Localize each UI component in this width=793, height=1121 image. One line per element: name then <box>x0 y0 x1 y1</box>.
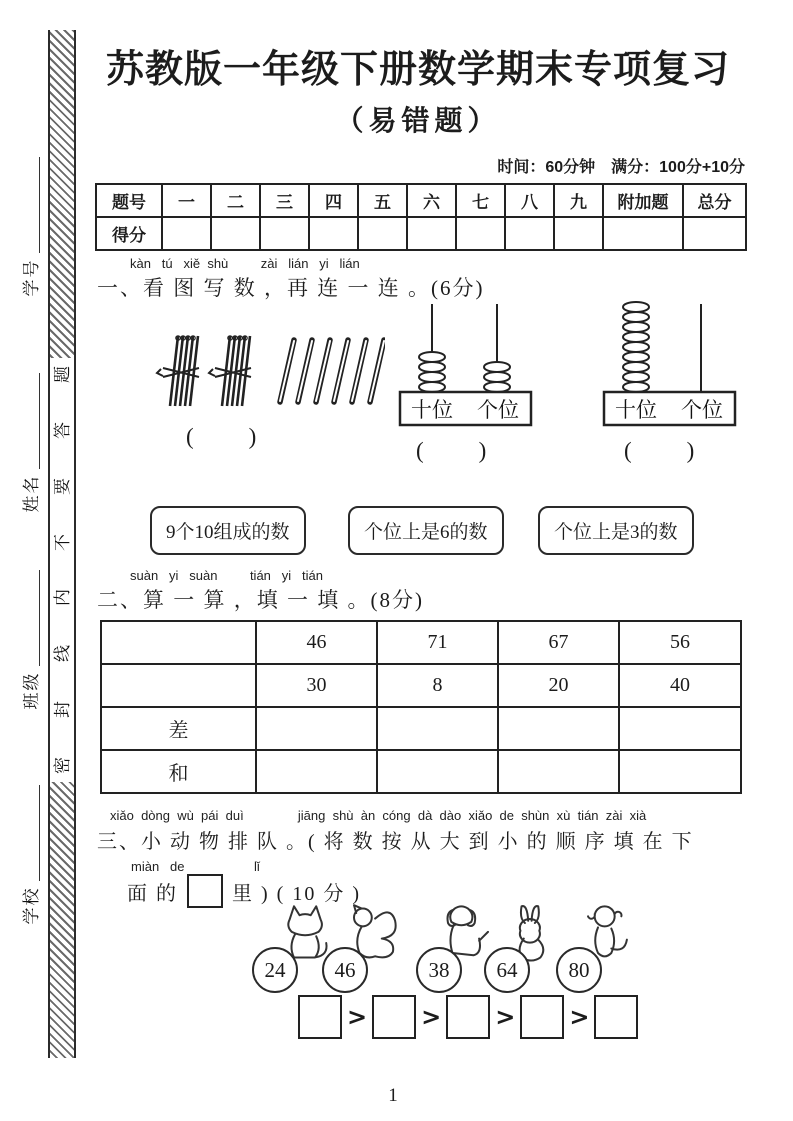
q1-pinyin: kàn tú xiě shù zài lián yi lián <box>130 256 360 271</box>
score-header-cell: 七 <box>456 184 505 217</box>
margin-label-text: 学校 <box>22 886 41 925</box>
q3-line2-text-b: 里 ) ( 10 分 ) <box>232 882 361 905</box>
calc-cell-blank <box>101 621 256 664</box>
greater-than-sign: > <box>421 1003 442 1031</box>
tens-place-label: 十位 <box>615 398 657 422</box>
score-header-cell: 题号 <box>96 184 162 217</box>
calc-table <box>100 620 742 794</box>
match-box-ones-three: 个位上是3的数 <box>538 506 694 555</box>
margin-fill-line <box>24 374 40 470</box>
margin-label-3 <box>18 780 40 930</box>
calc-cell-value: 20 <box>498 664 619 707</box>
q3-heading-line1: 三、小 动 物 排 队 。( 将 数 按 从 大 到 小 的 顺 序 填 在 下 <box>97 831 694 853</box>
animal-number-badge: 80 <box>556 947 602 993</box>
seal-char: 封 <box>52 701 72 719</box>
seal-char: 答 <box>52 421 72 439</box>
seal-char: 线 <box>52 645 72 663</box>
seal-text <box>50 358 74 782</box>
margin-fill-line <box>24 571 40 667</box>
margin-label-text: 姓名 <box>22 474 41 513</box>
score-empty-cell <box>309 217 358 250</box>
page-subtitle: （易错题） <box>335 106 501 137</box>
score-header-cell: 五 <box>358 184 407 217</box>
match-box-ones-six: 个位上是6的数 <box>348 506 504 555</box>
score-row-label: 得分 <box>96 217 162 250</box>
abacus-figure-43 <box>398 300 534 430</box>
calc-row-label: 和 <box>101 750 256 793</box>
calc-cell-blank <box>101 664 256 707</box>
abacus-43-answer-blank: ( ) <box>416 438 490 463</box>
order-answer-box <box>594 995 638 1039</box>
margin-label-2 <box>18 565 40 715</box>
sticks-answer-blank: ( ) <box>186 424 260 449</box>
order-boxes-row <box>295 995 641 1039</box>
greater-than-sign: > <box>569 1003 590 1031</box>
score-empty-cell <box>603 217 683 250</box>
calc-row-label: 差 <box>101 707 256 750</box>
tens-place-label: 十位 <box>411 398 453 422</box>
calc-cell-blank <box>256 750 377 793</box>
calc-cell-blank <box>377 707 498 750</box>
q3-pinyin-line2b: lǐ <box>254 859 260 874</box>
animal-number-badge: 38 <box>416 947 462 993</box>
q3-inline-answer-box <box>187 874 223 908</box>
rabbit-figure <box>484 903 564 995</box>
seal-char: 内 <box>52 589 72 607</box>
exam-meta: 时间：60分钟 满分：100分+10分 <box>497 159 745 176</box>
sticks-figure <box>150 330 385 422</box>
score-empty-cell <box>554 217 603 250</box>
margin-fill-line <box>24 786 40 882</box>
q3-line2-text-a: 面 的 <box>127 882 178 905</box>
score-header-cell: 一 <box>162 184 211 217</box>
calc-table-body <box>101 621 741 793</box>
calc-cell-blank <box>377 750 498 793</box>
abacus-90-answer-blank: ( ) <box>624 438 698 463</box>
score-header-cell: 九 <box>554 184 603 217</box>
calc-cell-value: 67 <box>498 621 619 664</box>
match-box-nine-tens: 9个10组成的数 <box>150 506 306 555</box>
score-table-body <box>96 184 746 250</box>
q3-pinyin-line2a: miàn de <box>131 859 185 874</box>
score-header-cell: 附加题 <box>603 184 683 217</box>
page-title: 苏教版一年级下册数学期末专项复习 <box>105 49 730 91</box>
q2-heading: 二、算 一 算 ，填 一 填 。(8分) <box>97 588 424 612</box>
margin-label-1 <box>18 368 40 518</box>
order-answer-box <box>446 995 490 1039</box>
animal-number-badge: 64 <box>484 947 530 993</box>
animal-number-badge: 46 <box>322 947 368 993</box>
score-header-cell: 三 <box>260 184 309 217</box>
score-empty-cell <box>505 217 554 250</box>
margin-fill-line <box>24 158 40 254</box>
ones-place-label: 个位 <box>681 398 723 422</box>
seal-char: 题 <box>52 366 72 383</box>
score-empty-cell <box>407 217 456 250</box>
order-answer-box <box>298 995 342 1039</box>
margin-label-0 <box>18 152 40 302</box>
score-empty-cell <box>260 217 309 250</box>
score-empty-cell <box>211 217 260 250</box>
ones-place-label: 个位 <box>477 398 519 422</box>
margin-label-text: 班级 <box>22 671 41 710</box>
fox-figure <box>252 903 332 995</box>
score-table <box>95 183 747 251</box>
q3-pinyin-line1: xiǎo dòng wù pái duì jiāng shù àn cóng dà dào xiǎo de shùn xù tián zài xià <box>110 808 647 823</box>
order-answer-box <box>372 995 416 1039</box>
calc-cell-blank <box>619 707 741 750</box>
seal-band <box>48 30 76 1058</box>
greater-than-sign: > <box>495 1003 516 1031</box>
page-number: 1 <box>388 1085 398 1106</box>
margin-label-text: 学号 <box>22 258 41 297</box>
seal-char: 不 <box>52 533 72 551</box>
score-empty-cell <box>456 217 505 250</box>
seal-char: 要 <box>52 477 72 495</box>
greater-than-sign: > <box>347 1003 368 1031</box>
animal-number-badge: 24 <box>252 947 298 993</box>
calc-cell-value: 8 <box>377 664 498 707</box>
order-answer-box <box>520 995 564 1039</box>
score-empty-cell <box>683 217 746 250</box>
calc-cell-blank <box>498 707 619 750</box>
calc-cell-blank <box>256 707 377 750</box>
score-header-cell: 八 <box>505 184 554 217</box>
score-header-cell: 四 <box>309 184 358 217</box>
calc-cell-value: 56 <box>619 621 741 664</box>
seal-char: 密 <box>52 756 72 774</box>
calc-cell-value: 30 <box>256 664 377 707</box>
calc-cell-value: 40 <box>619 664 741 707</box>
score-header-cell: 二 <box>211 184 260 217</box>
calc-cell-value: 46 <box>256 621 377 664</box>
squirrel-figure <box>322 903 402 995</box>
score-empty-cell <box>162 217 211 250</box>
score-header-cell: 总分 <box>683 184 746 217</box>
abacus-figure-90 <box>602 300 738 430</box>
calc-cell-blank <box>619 750 741 793</box>
q1-heading: 一、看 图 写 数 ，再 连 一 连 。(6分) <box>97 276 485 300</box>
score-empty-cell <box>358 217 407 250</box>
monkey-figure <box>556 903 636 995</box>
calc-cell-blank <box>498 750 619 793</box>
q2-pinyin: suàn yi suàn tián yi tián <box>130 568 323 583</box>
score-header-cell: 六 <box>407 184 456 217</box>
calc-cell-value: 71 <box>377 621 498 664</box>
